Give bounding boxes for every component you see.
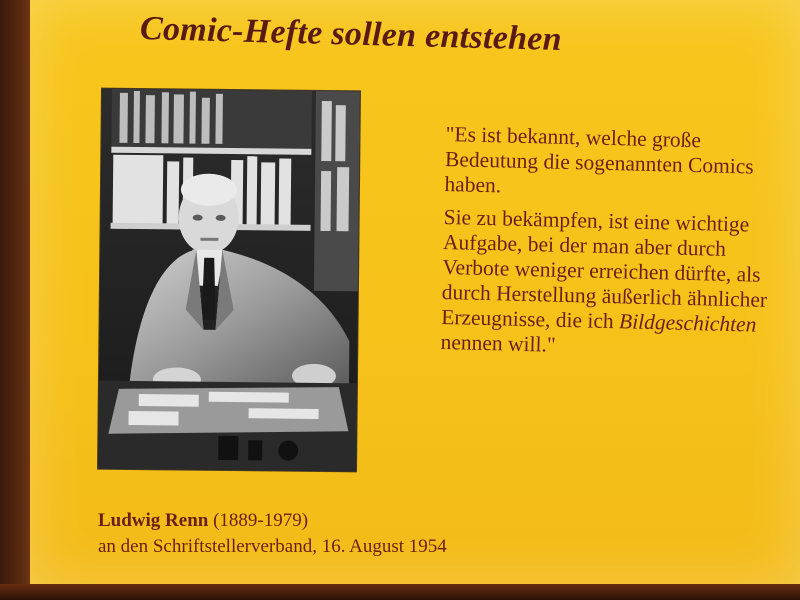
attribution-line-2: an den Schriftstellerverband, 16. August 1954 xyxy=(98,536,447,557)
quote-paragraph-1: "Es ist bekannt, welche große Bedeutung die sogenannten Comics haben. xyxy=(444,122,755,198)
screen-bottom-edge xyxy=(0,584,800,600)
author-years: (1889-1979) xyxy=(213,510,309,531)
quote-paragraph-2 xyxy=(440,205,774,363)
quote-italic-term: Bildgeschichten xyxy=(618,309,757,337)
author-name: Ludwig Renn xyxy=(98,510,209,531)
quote-paragraph-2-end: nennen will." xyxy=(440,329,556,357)
slide-title: Comic-Hefte sollen entstehen xyxy=(139,10,563,59)
attribution xyxy=(98,508,558,560)
attribution-line-1 xyxy=(98,508,558,534)
author-portrait-photo xyxy=(98,89,360,472)
quote-block xyxy=(440,122,776,371)
quote-paragraph-2-text: Sie zu bekämpfen, ist eine wichtige Aufgabe, bei der man aber durch Verbote weniger erreichen dürfte, als durch Herstellung äußerlich ähnlicher Erzeugnisse, die ich xyxy=(440,204,768,334)
portrait-illustration xyxy=(98,89,360,472)
